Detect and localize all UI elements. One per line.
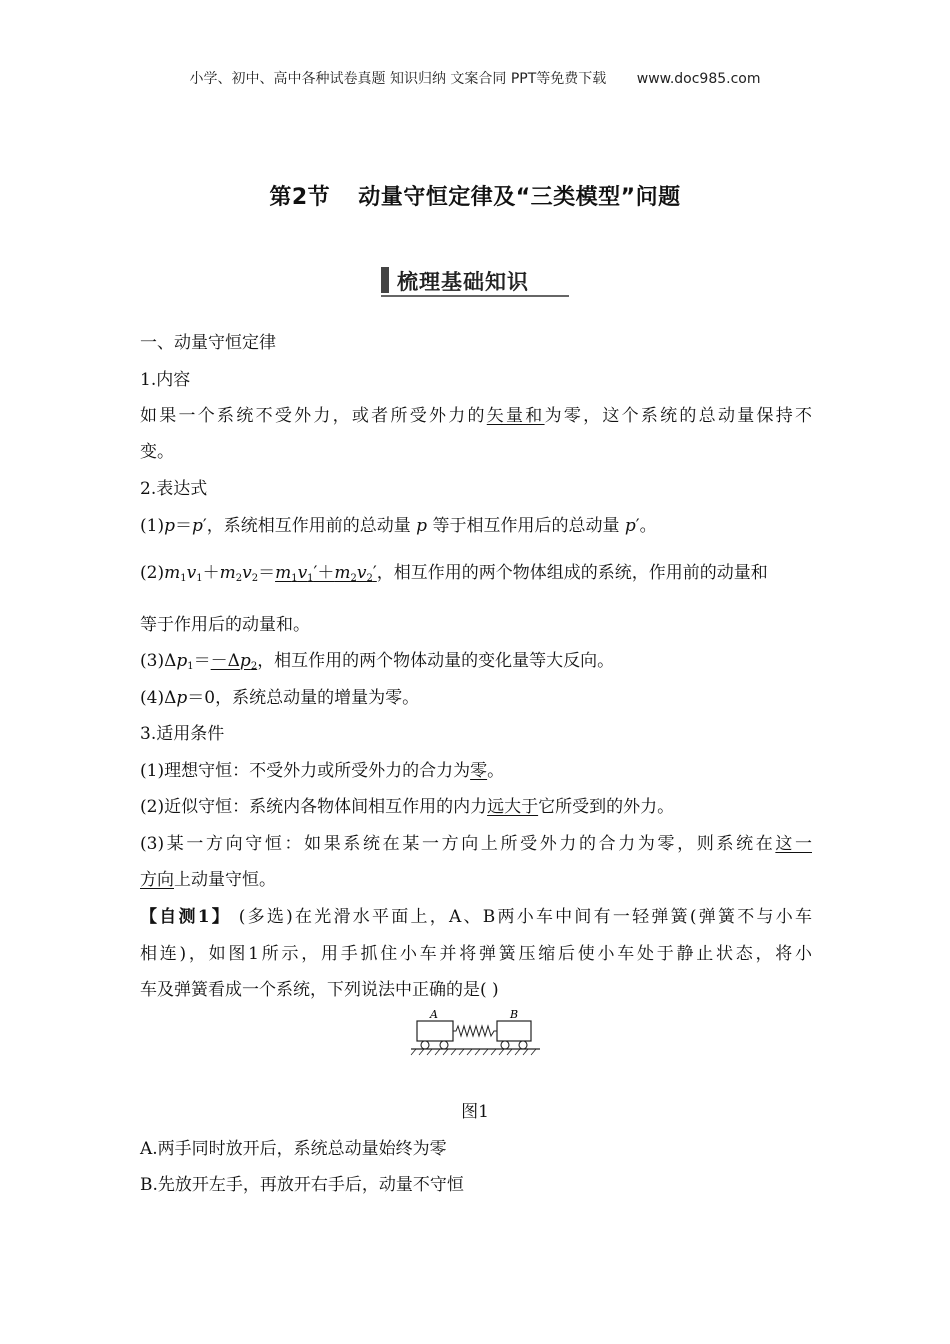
- expression-2: $(2)m_1v_1+m_2v_2=m_1v_1'+m_2v_2'$，相互作用的两个物体组成的系统，作用前的动量和: [140, 563, 768, 584]
- cart-a-body: [417, 1021, 453, 1041]
- wheel: [501, 1041, 509, 1049]
- page-header: [0, 68, 950, 88]
- figure-caption: 图1: [461, 1102, 489, 1122]
- condition-3-cont: 方向上动量守恒。: [140, 870, 276, 890]
- expression-2-cont: 等于作用后的动量和。: [140, 615, 310, 635]
- expression-4: (4)Δp＝0，系统总动量的增量为零。: [140, 688, 420, 708]
- underline-vector-sum: 矢量和: [486, 406, 545, 426]
- label-a: A: [430, 1008, 438, 1021]
- condition-2: (2)近似守恒：系统内各物体间相互作用的内力远大于它所受到的外力。: [140, 797, 675, 817]
- underline-after-momentum: $m_1v_1'+m_2v_2'$: [275, 563, 377, 584]
- paragraph-content: 如果一个系统不受外力，或者所受外力的矢量和为零，这个系统的总动量保持不: [140, 406, 813, 426]
- header-site: www.doc985.com: [636, 71, 761, 87]
- question-line-1: 【自测1】 (多选)在光滑水平面上，A、B两小车中间有一轻弹簧(弹簧不与小车: [140, 907, 813, 927]
- banner-text: 梳理基础知识: [397, 270, 529, 294]
- option-a: A.两手同时放开后，系统总动量始终为零: [140, 1139, 447, 1159]
- subheading-content: 1.内容: [140, 370, 191, 390]
- figure-svg: [408, 1007, 543, 1059]
- paragraph-content-cont: 变。: [140, 442, 174, 462]
- section-number: 第2节: [269, 185, 331, 210]
- heading-1: 一、动量守恒定律: [140, 333, 276, 353]
- ground-hatch: [411, 1049, 536, 1055]
- question-tag: 【自测1】: [140, 907, 232, 927]
- subheading-conditions: 3.适用条件: [140, 724, 225, 744]
- option-b: B.先放开左手，再放开右手后，动量不守恒: [140, 1175, 464, 1195]
- condition-1: (1)理想守恒：不受外力或所受外力的合力为零。: [140, 761, 505, 781]
- subheading-expression: 2.表达式: [140, 479, 208, 499]
- title-text: 动量守恒定律及“三类模型”问题: [358, 185, 681, 210]
- expression-1: (1)p＝p′，系统相互作用前的总动量 p 等于相互作用后的总动量 p′。: [140, 516, 657, 536]
- wheel: [440, 1041, 448, 1049]
- banner-bar: [381, 267, 389, 293]
- expression-3: $(3)\Delta p_1=-\Delta p_2$，相互作用的两个物体动量的变化量等大反向。: [140, 651, 615, 672]
- figure-carts-spring: [408, 1007, 543, 1059]
- question-line-2: 相连)，如图1所示，用手抓住小车并将弹簧压缩后使小车处于静止状态，将小: [140, 944, 812, 964]
- question-type: (多选): [238, 907, 293, 927]
- spring: [453, 1026, 497, 1036]
- underline-neg-dp2: $-\Delta p_2$: [210, 651, 258, 672]
- wheel: [421, 1041, 429, 1049]
- banner-underline: [381, 295, 569, 297]
- question-line-3: 车及弹簧看成一个系统，下列说法中正确的是( ): [140, 980, 499, 1000]
- header-text: 小学、初中、高中各种试卷真题 知识归纳 文案合同 PPT等免费下载: [189, 71, 607, 87]
- wheel: [519, 1041, 527, 1049]
- label-b: B: [510, 1008, 519, 1021]
- condition-3: (3)某一方向守恒：如果系统在某一方向上所受外力的合力为零，则系统在这一: [140, 834, 812, 854]
- page-title: [0, 180, 950, 211]
- cart-b-body: [497, 1021, 531, 1041]
